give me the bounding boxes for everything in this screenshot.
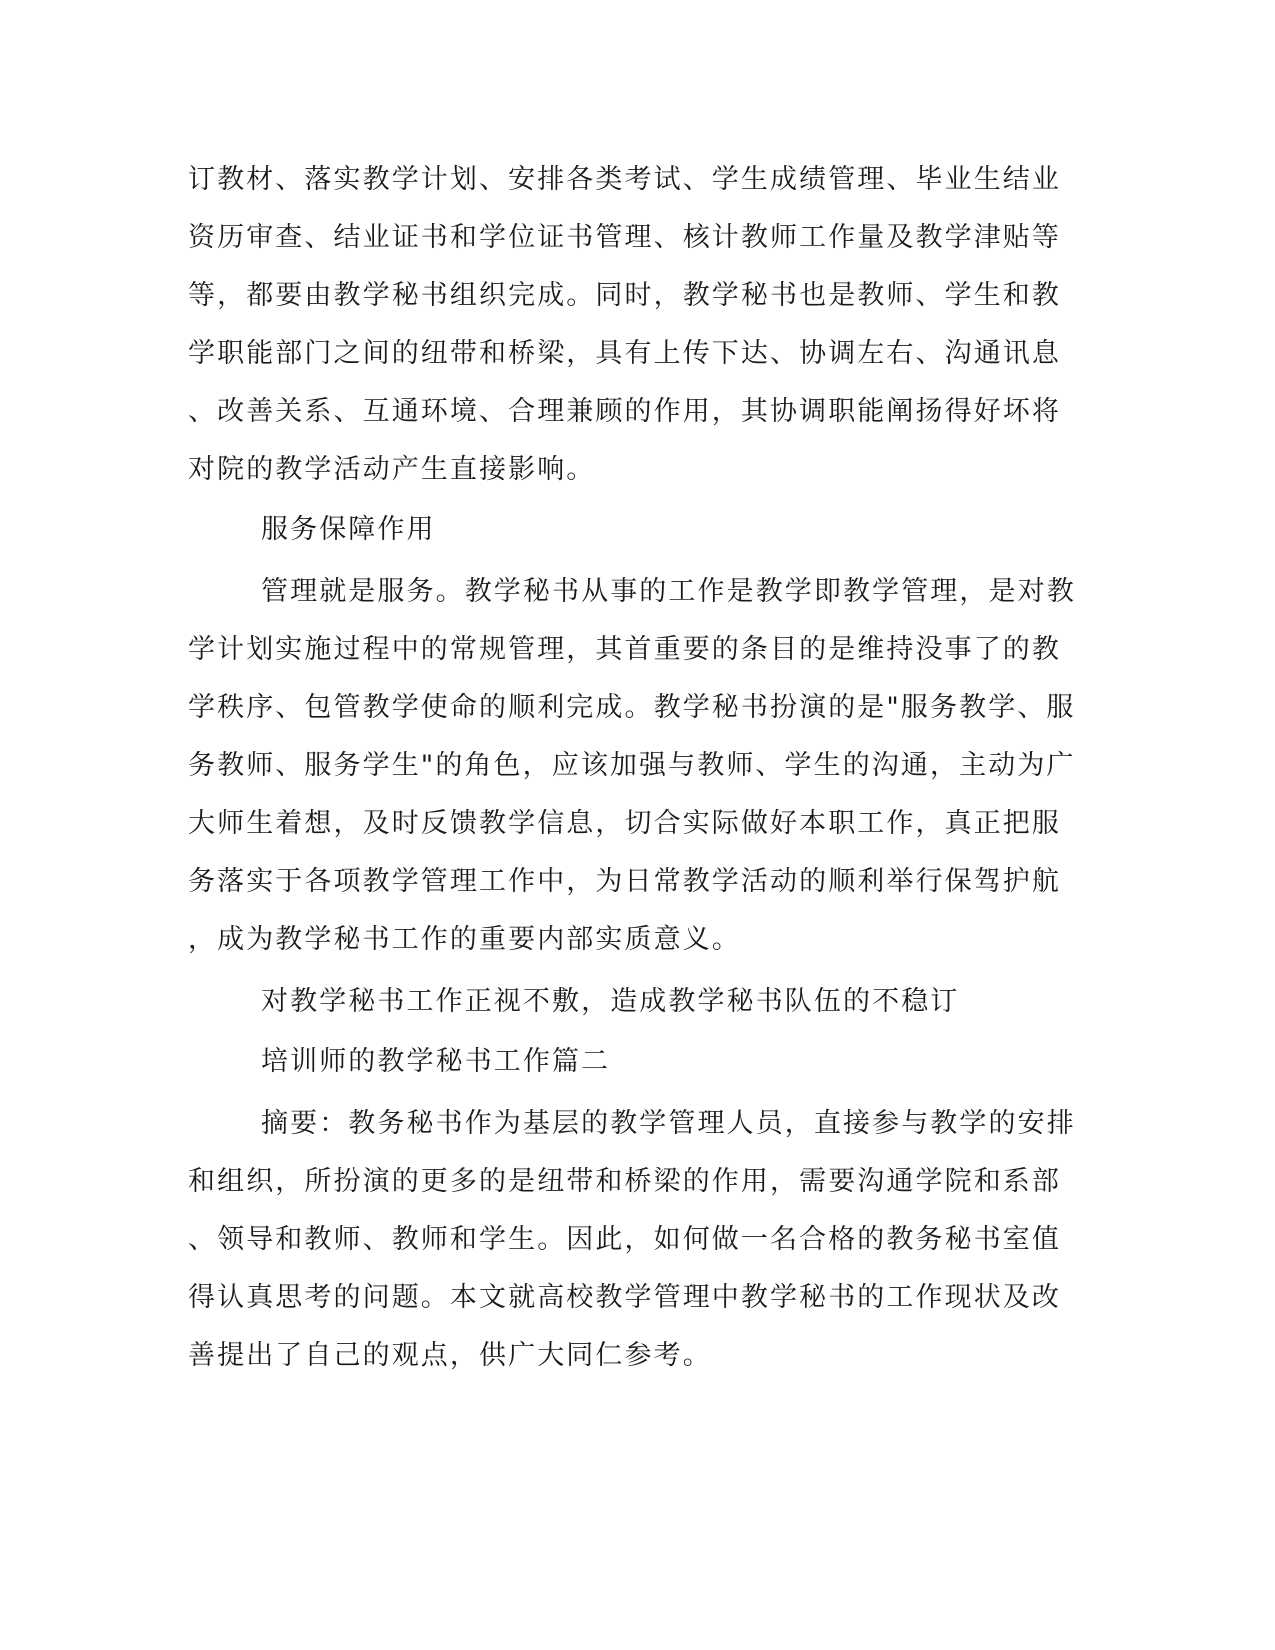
- text-line: 得认真思考的问题。本文就高校教学管理中教学秘书的工作现状及改: [188, 1282, 1061, 1313]
- text-line: 、改善关系、互通环境、合理兼顾的作用，其协调职能阐扬得好坏将: [188, 396, 1061, 427]
- text-line: 和组织，所扮演的更多的是纽带和桥梁的作用，需要沟通学院和系部: [188, 1166, 1061, 1197]
- text-line: 大师生着想，及时反馈教学信息，切合实际做好本职工作，真正把服: [188, 808, 1061, 839]
- text-line: 对院的教学活动产生直接影响。: [188, 454, 596, 485]
- text-line: 订教材、落实教学计划、安排各类考试、学生成绩管理、毕业生结业: [188, 164, 1061, 195]
- text-line: 资历审查、结业证书和学位证书管理、核计教师工作量及教学津贴等: [188, 222, 1061, 253]
- text-line: 务落实于各项教学管理工作中，为日常教学活动的顺利举行保驾护航: [188, 866, 1061, 897]
- section-heading: 服务保障作用: [261, 514, 436, 545]
- text-line: 务教师、服务学生"的角色，应该加强与教师、学生的沟通，主动为广: [188, 750, 1076, 781]
- text-line: 善提出了自己的观点，供广大同仁参考。: [188, 1340, 712, 1371]
- text-line: 学计划实施过程中的常规管理，其首重要的条目的是维持没事了的教: [188, 634, 1061, 665]
- text-line: 、领导和教师、教师和学生。因此，如何做一名合格的教务秘书室值: [188, 1224, 1061, 1255]
- paragraph-first-line: 管理就是服务。教学秘书从事的工作是教学即教学管理，是对教: [261, 576, 1076, 607]
- text-line: 等，都要由教学秘书组织完成。同时，教学秘书也是教师、学生和教: [188, 280, 1061, 311]
- section-heading: 对教学秘书工作正视不敷，造成教学秘书队伍的不稳订: [261, 986, 960, 1017]
- text-line: 学秩序、包管教学使命的顺利完成。教学秘书扮演的是"服务教学、服: [188, 692, 1076, 723]
- text-line: 学职能部门之间的纽带和桥梁，具有上传下达、协调左右、沟通讯息: [188, 338, 1061, 369]
- text-line: ，成为教学秘书工作的重要内部实质意义。: [188, 924, 741, 955]
- section-heading: 培训师的教学秘书工作篇二: [261, 1046, 611, 1077]
- abstract-first-line: 摘要：教务秘书作为基层的教学管理人员，直接参与教学的安排: [261, 1108, 1076, 1139]
